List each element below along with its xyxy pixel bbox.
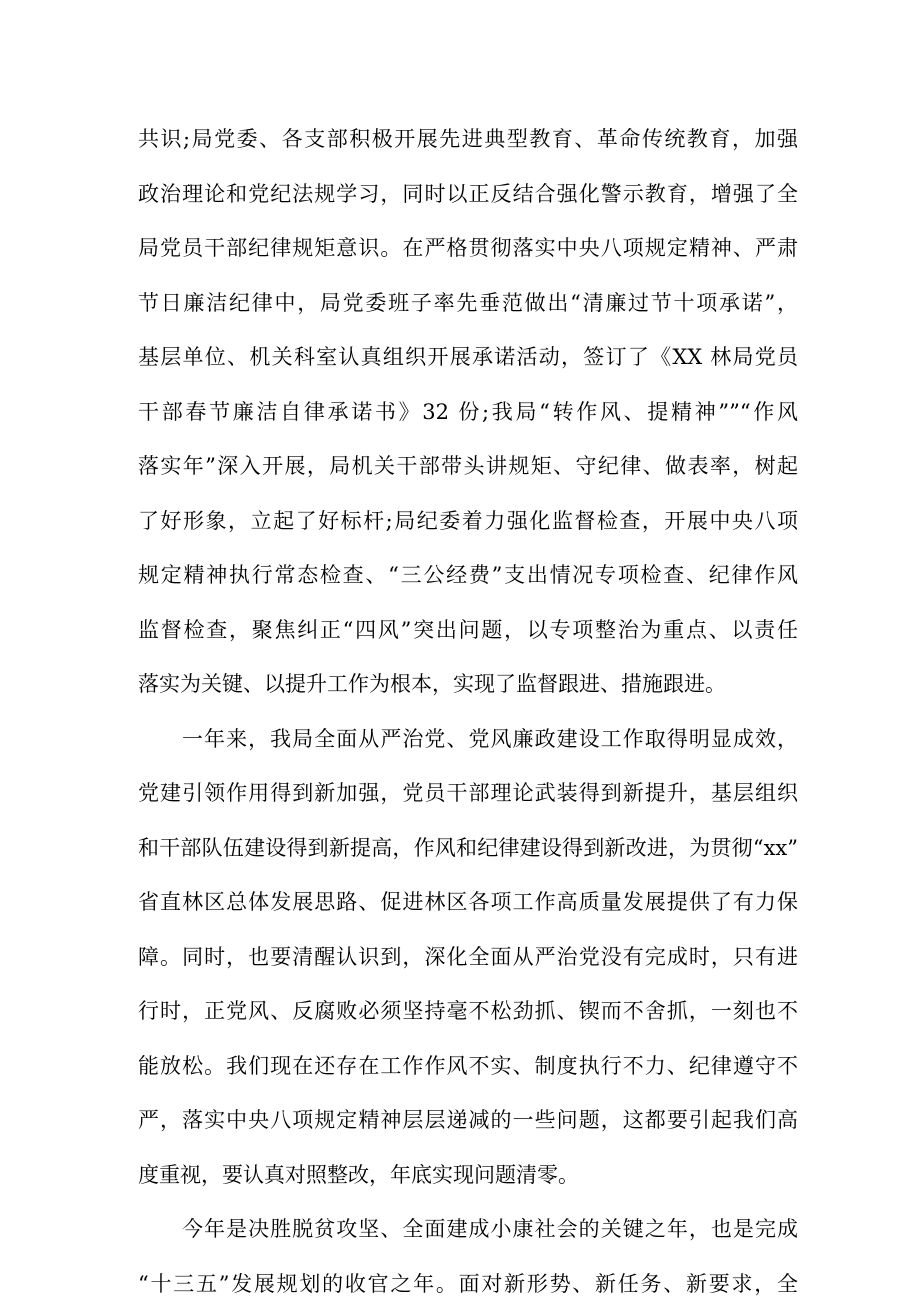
paragraph-line: 严，落实中央八项规定精神层层递减的一些问题，这都要引起我们高: [138, 1093, 798, 1148]
document-body: [138, 112, 798, 1311]
paragraph-line: 监督检查，聚焦纠正“四风”突出问题，以专项整治为重点、以责任: [138, 603, 798, 658]
paragraph-1: [138, 112, 798, 712]
paragraph-line: “十三五”发展规划的收官之年。面对新形势、新任务、新要求，全: [138, 1257, 798, 1311]
paragraph-line: 一年来，我局全面从严治党、党风廉政建设工作取得明显成效，: [138, 712, 798, 767]
paragraph-line: 规定精神执行常态检查、“三公经费”支出情况专项检查、纪律作风: [138, 548, 798, 603]
paragraph-line: 度重视，要认真对照整改，年底实现问题清零。: [138, 1148, 798, 1203]
paragraph-line: 党建引领作用得到新加强，党员干部理论武装得到新提升，基层组织: [138, 766, 798, 821]
paragraph-line: 局党员干部纪律规矩意识。在严格贯彻落实中央八项规定精神、严肃: [138, 221, 798, 276]
paragraph-line: 行时，正党风、反腐败必须坚持毫不松劲抓、锲而不舍抓，一刻也不: [138, 984, 798, 1039]
paragraph-line: 今年是决胜脱贫攻坚、全面建成小康社会的关键之年，也是完成: [138, 1202, 798, 1257]
paragraph-line: 落实为关键、以提升工作为根本，实现了监督跟进、措施跟进。: [138, 657, 798, 712]
paragraph-line: 落实年”深入开展，局机关干部带头讲规矩、守纪律、做表率，树起: [138, 439, 798, 494]
paragraph-line: 障。同时，也要清醒认识到，深化全面从严治党没有完成时，只有进: [138, 930, 798, 985]
paragraph-line: 和干部队伍建设得到新提高，作风和纪律建设得到新改进，为贯彻“xx”: [138, 821, 798, 876]
paragraph-line: 政治理论和党纪法规学习，同时以正反结合强化警示教育，增强了全: [138, 167, 798, 222]
paragraph-line: 节日廉洁纪律中，局党委班子率先垂范做出“清廉过节十项承诺”，: [138, 276, 798, 331]
paragraph-3: [138, 1202, 798, 1311]
paragraph-line: 基层单位、机关科室认真组织开展承诺活动，签订了《XX 林局党员: [138, 330, 798, 385]
paragraph-line: 共识;局党委、各支部积极开展先进典型教育、革命传统教育，加强: [138, 112, 798, 167]
paragraph-line: 了好形象，立起了好标杆;局纪委着力强化监督检查，开展中央八项: [138, 494, 798, 549]
paragraph-line: 干部春节廉洁自律承诺书》32 份;我局“转作风、提精神””“作风: [138, 385, 798, 440]
paragraph-2: [138, 712, 798, 1203]
paragraph-line: 能放松。我们现在还存在工作作风不实、制度执行不力、纪律遵守不: [138, 1039, 798, 1094]
paragraph-line: 省直林区总体发展思路、促进林区各项工作高质量发展提供了有力保: [138, 875, 798, 930]
